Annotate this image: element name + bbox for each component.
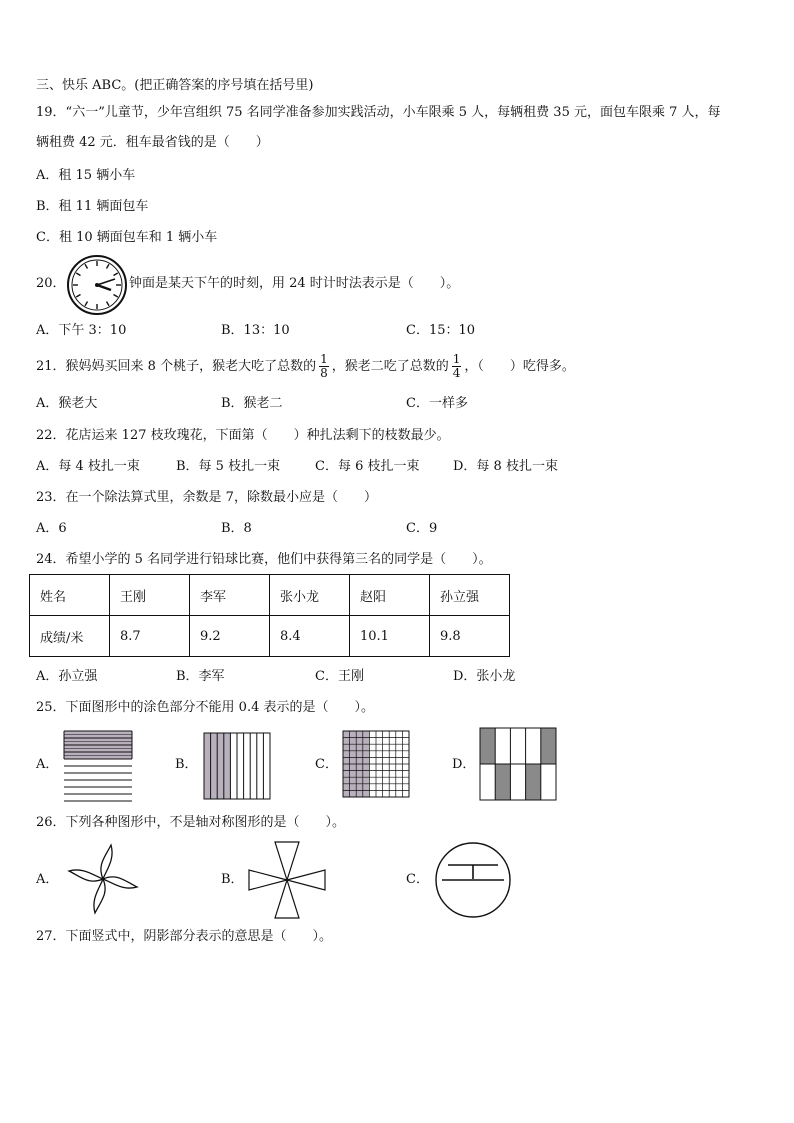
table-row	[30, 575, 510, 616]
table-cell: 9.2	[190, 616, 270, 657]
q25-label-b[interactable]: B．	[175, 757, 198, 772]
fraction-one-quarter: $\frac{1}{4}$	[452, 352, 461, 380]
circle-symbol-shape[interactable]	[434, 841, 512, 919]
q22-option-c[interactable]: C．每 6 枝扎一束	[315, 459, 420, 474]
q20-option-c[interactable]: C．15：10	[406, 323, 476, 338]
score-table	[29, 574, 510, 657]
table-row	[30, 616, 510, 657]
q21-option-b[interactable]: B．猴老二	[221, 396, 283, 411]
bowtie-cross-shape[interactable]	[249, 842, 325, 918]
q21-part1: 21．猴妈妈买回来 8 个桃子，猴老大吃了总数的	[36, 359, 317, 374]
q25-text: 25．下面图形中的涂色部分不能用 0.4 表示的是（ ）。	[36, 700, 374, 715]
q23-option-a[interactable]: A．6	[36, 521, 67, 536]
q19-option-c[interactable]: C．租 10 辆面包车和 1 辆小车	[36, 230, 218, 245]
q20-option-b[interactable]: B．13：10	[221, 323, 290, 338]
q24-option-b[interactable]: B．李军	[176, 669, 225, 684]
table-cell: 成绩/米	[30, 616, 110, 657]
figure-b-vertical-strips[interactable]	[204, 733, 270, 799]
q26-label-b[interactable]: B．	[221, 872, 244, 887]
section-title: 三、快乐 ABC。(把正确答案的序号填在括号里)	[36, 78, 314, 93]
q26-label-c[interactable]: C．	[406, 872, 429, 887]
q23-option-c[interactable]: C．9	[406, 521, 438, 536]
q26-label-a[interactable]: A．	[36, 872, 59, 887]
q26-text: 26．下列各种图形中，不是轴对称图形的是（ ）。	[36, 815, 346, 830]
q22-option-b[interactable]: B．每 5 枝扎一束	[176, 459, 281, 474]
q22-text: 22．花店运来 127 枝玫瑰花，下面第（ ）种扎法剩下的枝数最少。	[36, 428, 450, 443]
q19-option-b[interactable]: B．租 11 辆面包车	[36, 199, 149, 214]
table-header-cell: 赵阳	[350, 575, 430, 616]
q24-text: 24．希望小学的 5 名同学进行铅球比赛，他们中获得第三名的同学是（ ）。	[36, 552, 492, 567]
table-cell: 8.4	[270, 616, 350, 657]
q21-option-a[interactable]: A．猴老大	[36, 396, 98, 411]
q25-label-a[interactable]: A．	[36, 757, 59, 772]
table-cell: 10.1	[350, 616, 430, 657]
table-header-cell: 李军	[190, 575, 270, 616]
q19-line2: 辆租费 42 元．租车最省钱的是（ ）	[36, 135, 269, 150]
q23-option-b[interactable]: B．8	[221, 521, 252, 536]
figure-d-two-rows[interactable]	[480, 728, 556, 800]
q27-text: 27．下面竖式中，阴影部分表示的意思是（ ）。	[36, 929, 333, 944]
table-header-cell: 姓名	[30, 575, 110, 616]
q19-option-a[interactable]: A．租 15 辆小车	[36, 168, 136, 183]
q22-option-d[interactable]: D．每 8 枝扎一束	[453, 459, 558, 474]
figure-c-hundred-grid[interactable]	[343, 731, 409, 797]
q21-option-c[interactable]: C．一样多	[406, 396, 468, 411]
table-header-cell: 孙立强	[430, 575, 510, 616]
figure-a-horizontal-strips[interactable]	[64, 731, 132, 801]
q24-option-a[interactable]: A．孙立强	[36, 669, 98, 684]
q25-label-c[interactable]: C．	[315, 757, 338, 772]
table-header-cell: 王刚	[110, 575, 190, 616]
q23-text: 23．在一个除法算式里，余数是 7，除数最小应是（ ）	[36, 490, 377, 505]
q20-text: 钟面是某天下午的时刻，用 24 时计时法表示是（ ）。	[129, 276, 460, 291]
table-header-cell: 张小龙	[270, 575, 350, 616]
q21-part2: ，猴老二吃了总数的	[331, 359, 449, 374]
table-cell: 9.8	[430, 616, 510, 657]
q24-option-c[interactable]: C．王刚	[315, 669, 364, 684]
q24-option-d[interactable]: D．张小龙	[453, 669, 516, 684]
q19-line1: 19．“六一”儿童节，少年宫组织 75 名同学准备参加实践活动，小车限乘 5 人，每辆租费 35 元，面包车限乘 7 人，每	[36, 105, 721, 120]
q21-stem	[36, 350, 575, 384]
fraction-one-eighth: $\frac{1}{8}$	[320, 352, 328, 380]
q20-number: 20．	[36, 276, 66, 291]
pinwheel-shape[interactable]	[66, 842, 140, 916]
q25-label-d[interactable]: D．	[452, 757, 476, 772]
q21-part3: ，（ ）吃得多。	[464, 359, 575, 374]
clock-icon	[66, 254, 128, 316]
table-cell: 8.7	[110, 616, 190, 657]
q22-option-a[interactable]: A．每 4 枝扎一束	[36, 459, 140, 474]
q20-option-a[interactable]: A．下午 3：10	[36, 323, 127, 338]
